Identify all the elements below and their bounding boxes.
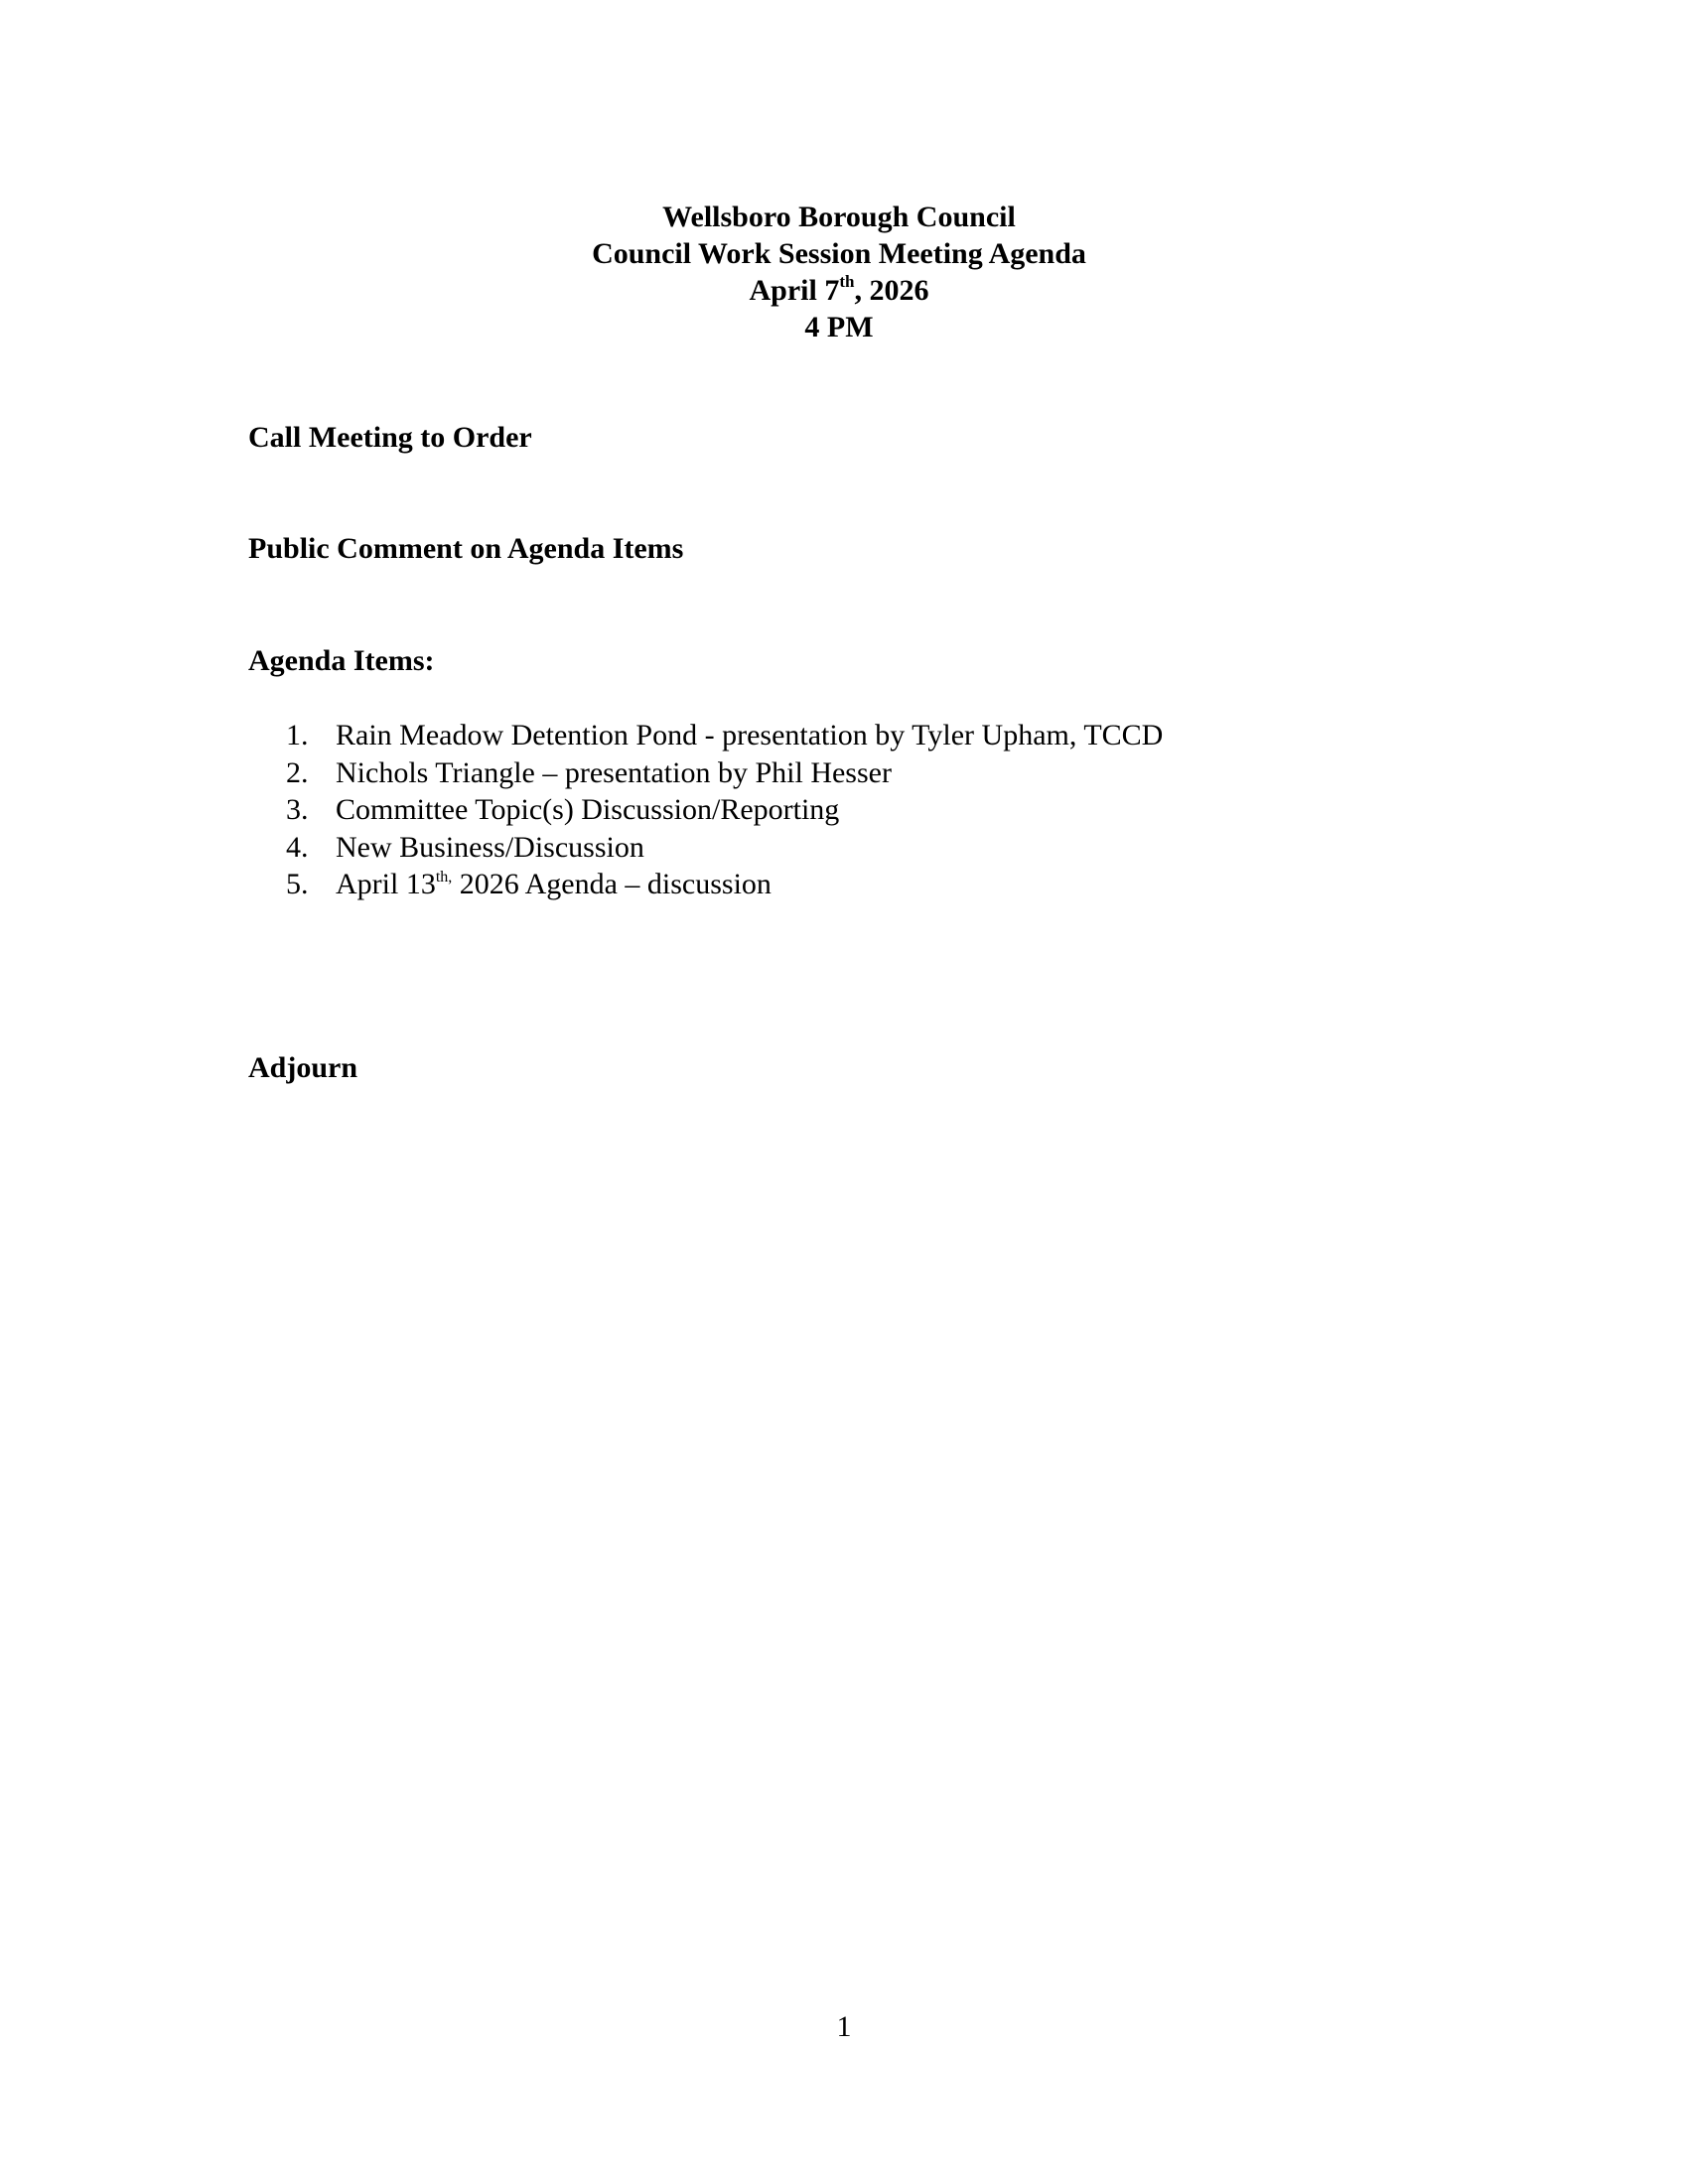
agenda-item-number: 3.: [286, 793, 309, 826]
meeting-date-month-day: April 7: [749, 274, 840, 307]
agenda-item-text: Nichols Triangle – presentation by Phil Hesser: [336, 755, 892, 789]
meeting-title: Council Work Session Meeting Agenda: [592, 237, 1086, 270]
agenda-item-number: 5.: [286, 868, 309, 900]
agenda-item: [248, 717, 1163, 754]
agenda-item-text: 2026 Agenda – discussion: [452, 868, 772, 900]
agenda-item: [248, 866, 1163, 903]
agenda-item-number: 2.: [286, 755, 309, 789]
agenda-item-date-ordinal: th,: [435, 869, 453, 886]
meeting-time: 4 PM: [804, 311, 874, 343]
meeting-date-ordinal: th: [839, 272, 855, 291]
agenda-items-heading: Agenda Items:: [248, 644, 435, 677]
agenda-item-number: 4.: [286, 830, 309, 864]
agenda-item: [248, 754, 1163, 792]
adjourn-heading: Adjourn: [248, 1051, 358, 1084]
agenda-item: [248, 791, 1163, 829]
agenda-item-number: 1.: [286, 719, 309, 751]
call-to-order-heading: Call Meeting to Order: [248, 421, 532, 454]
agenda-item-text: Rain Meadow Detention Pond - presentation by Tyler Upham, TCCD: [336, 719, 1164, 751]
agenda-item-text: Committee Topic(s) Discussion/Reporting: [336, 793, 840, 826]
agenda-item-date-prefix: April 13: [336, 868, 436, 900]
public-comment-heading: Public Comment on Agenda Items: [248, 532, 684, 565]
meeting-date: [0, 272, 1678, 309]
meeting-date-year: , 2026: [854, 274, 929, 307]
organization-name: Wellsboro Borough Council: [662, 201, 1016, 233]
agenda-items-list: [248, 717, 1163, 903]
agenda-header: [0, 199, 1678, 345]
page-number: 1: [836, 2010, 852, 2043]
agenda-item: [248, 829, 1163, 867]
agenda-item-text: New Business/Discussion: [336, 830, 644, 864]
